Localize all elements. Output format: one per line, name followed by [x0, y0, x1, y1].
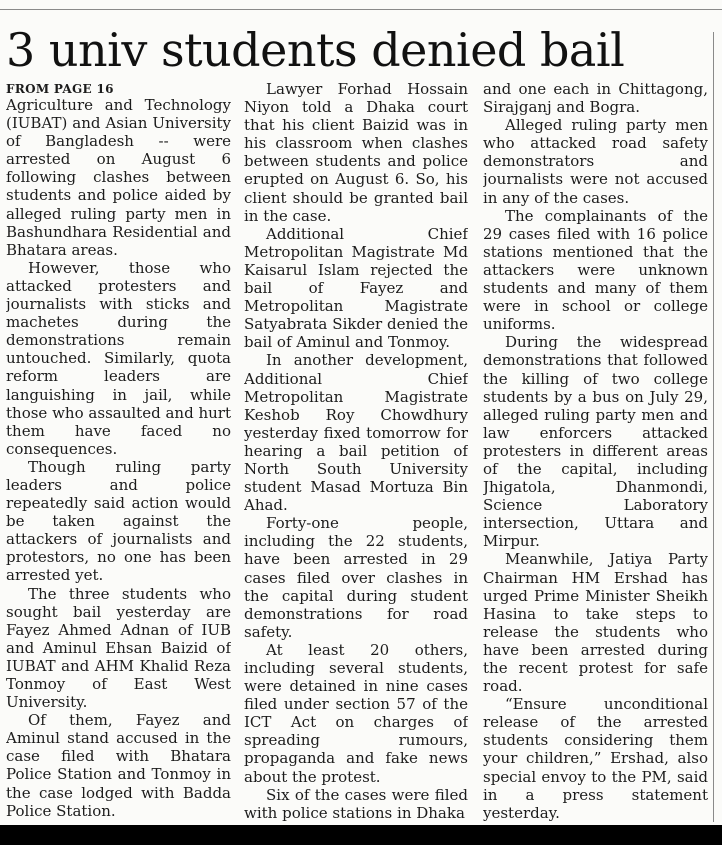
paragraph: The complainants of the 29 cases filed with 16 police stations mentioned that the attackers were unknown students and many of them were in school or college uniforms.: [483, 206, 708, 334]
paragraph: Meanwhile, Jatiya Party Chairman HM Ershad has urged Prime Minister Sheikh Hasina to take steps to release the students who have been arrested during the recent protest for safe road.: [483, 550, 708, 696]
article-column-1: [6, 82, 231, 820]
paragraph: Forty-one people, including the 22 students, have been arrested in 29 cases filed over clashes in the capital during student demonstrations for road safety.: [244, 514, 468, 641]
paragraph: Of them, Fayez and Aminul stand accused in the case filed with Bhatara Police Station and Tonmoy in the case lodged with Badda Police Station.: [6, 711, 231, 820]
paragraph: Six of the cases were filed with police stations in Dhaka: [244, 785, 468, 822]
paragraph: However, those who attacked protesters and journalists with sticks and machetes during the demonstrations remain untouched. Similarly, quota reform leaders are languishing in jail, while those who assaulted and hurt them have faced no consequences.: [6, 258, 231, 458]
top-rule: [0, 9, 722, 10]
headline: 3 univ students denied bail: [6, 23, 625, 77]
paragraph: At least 20 others, including several students, were detained in nine cases filed under section 57 of the ICT Act on charges of spreading rumours, propaganda and fake news about the protest.: [244, 640, 468, 786]
paragraph: In another development, Additional Chief Metropolitan Magistrate Keshob Roy Chowdhury yesterday fixed tomorrow for hearing a bail petition of North South University student Masad Mortuza Bin Ahad.: [244, 351, 468, 515]
paragraph: Alleged ruling party men who attacked road safety demonstrators and journalists were not accused in any of the cases.: [483, 116, 708, 207]
article-column-2: [244, 80, 468, 822]
paragraph: Agriculture and Technology (IUBAT) and Asian University of Bangladesh -- were arrested on August 6 following clashes between students and police aided by alleged ruling party men in Bashundhara Residential and Bhatara areas.: [6, 96, 231, 259]
paragraph: During the widespread demonstrations that followed the killing of two college students by a bus on July 29, alleged ruling party men and law enforcers attacked protesters in different areas of the capital, including Jhigatola, Dhanmondi, Science Laboratory intersection, Uttara and Mirpur.: [483, 333, 708, 551]
paragraph: Additional Chief Metropolitan Magistrate Md Kaisarul Islam rejected the bail of Fayez and Metropolitan Magistrate Satyabrata Sikder denied the bail of Aminul and Tonmoy.: [244, 224, 468, 352]
bottom-bar: [0, 825, 722, 845]
paragraph: “Ensure unconditional release of the arrested students considering them your children,” Ershad, also special envoy to the PM, said in a press statement yesterday.: [483, 695, 708, 822]
paragraph: The three students who sought bail yesterday are Fayez Ahmed Adnan of IUB and Aminul Ehsan Baizid of IUBAT and AHM Khalid Reza Tonmoy of East West University.: [6, 584, 231, 712]
column-rule: [713, 32, 714, 822]
article-column-3: [483, 80, 708, 822]
paragraph: and one each in Chittagong, Sirajganj and Bogra.: [483, 80, 708, 117]
jump-label: FROM PAGE 16: [6, 82, 114, 96]
paragraph: Though ruling party leaders and police repeatedly said action would be taken against the attackers of journalists and protestors, no one has been arrested yet.: [6, 457, 231, 585]
paragraph: Lawyer Forhad Hossain Niyon told a Dhaka court that his client Baizid was in his classroom when clashes between students and police erupted on August 6. So, his client should be granted bail in the case.: [244, 80, 468, 225]
